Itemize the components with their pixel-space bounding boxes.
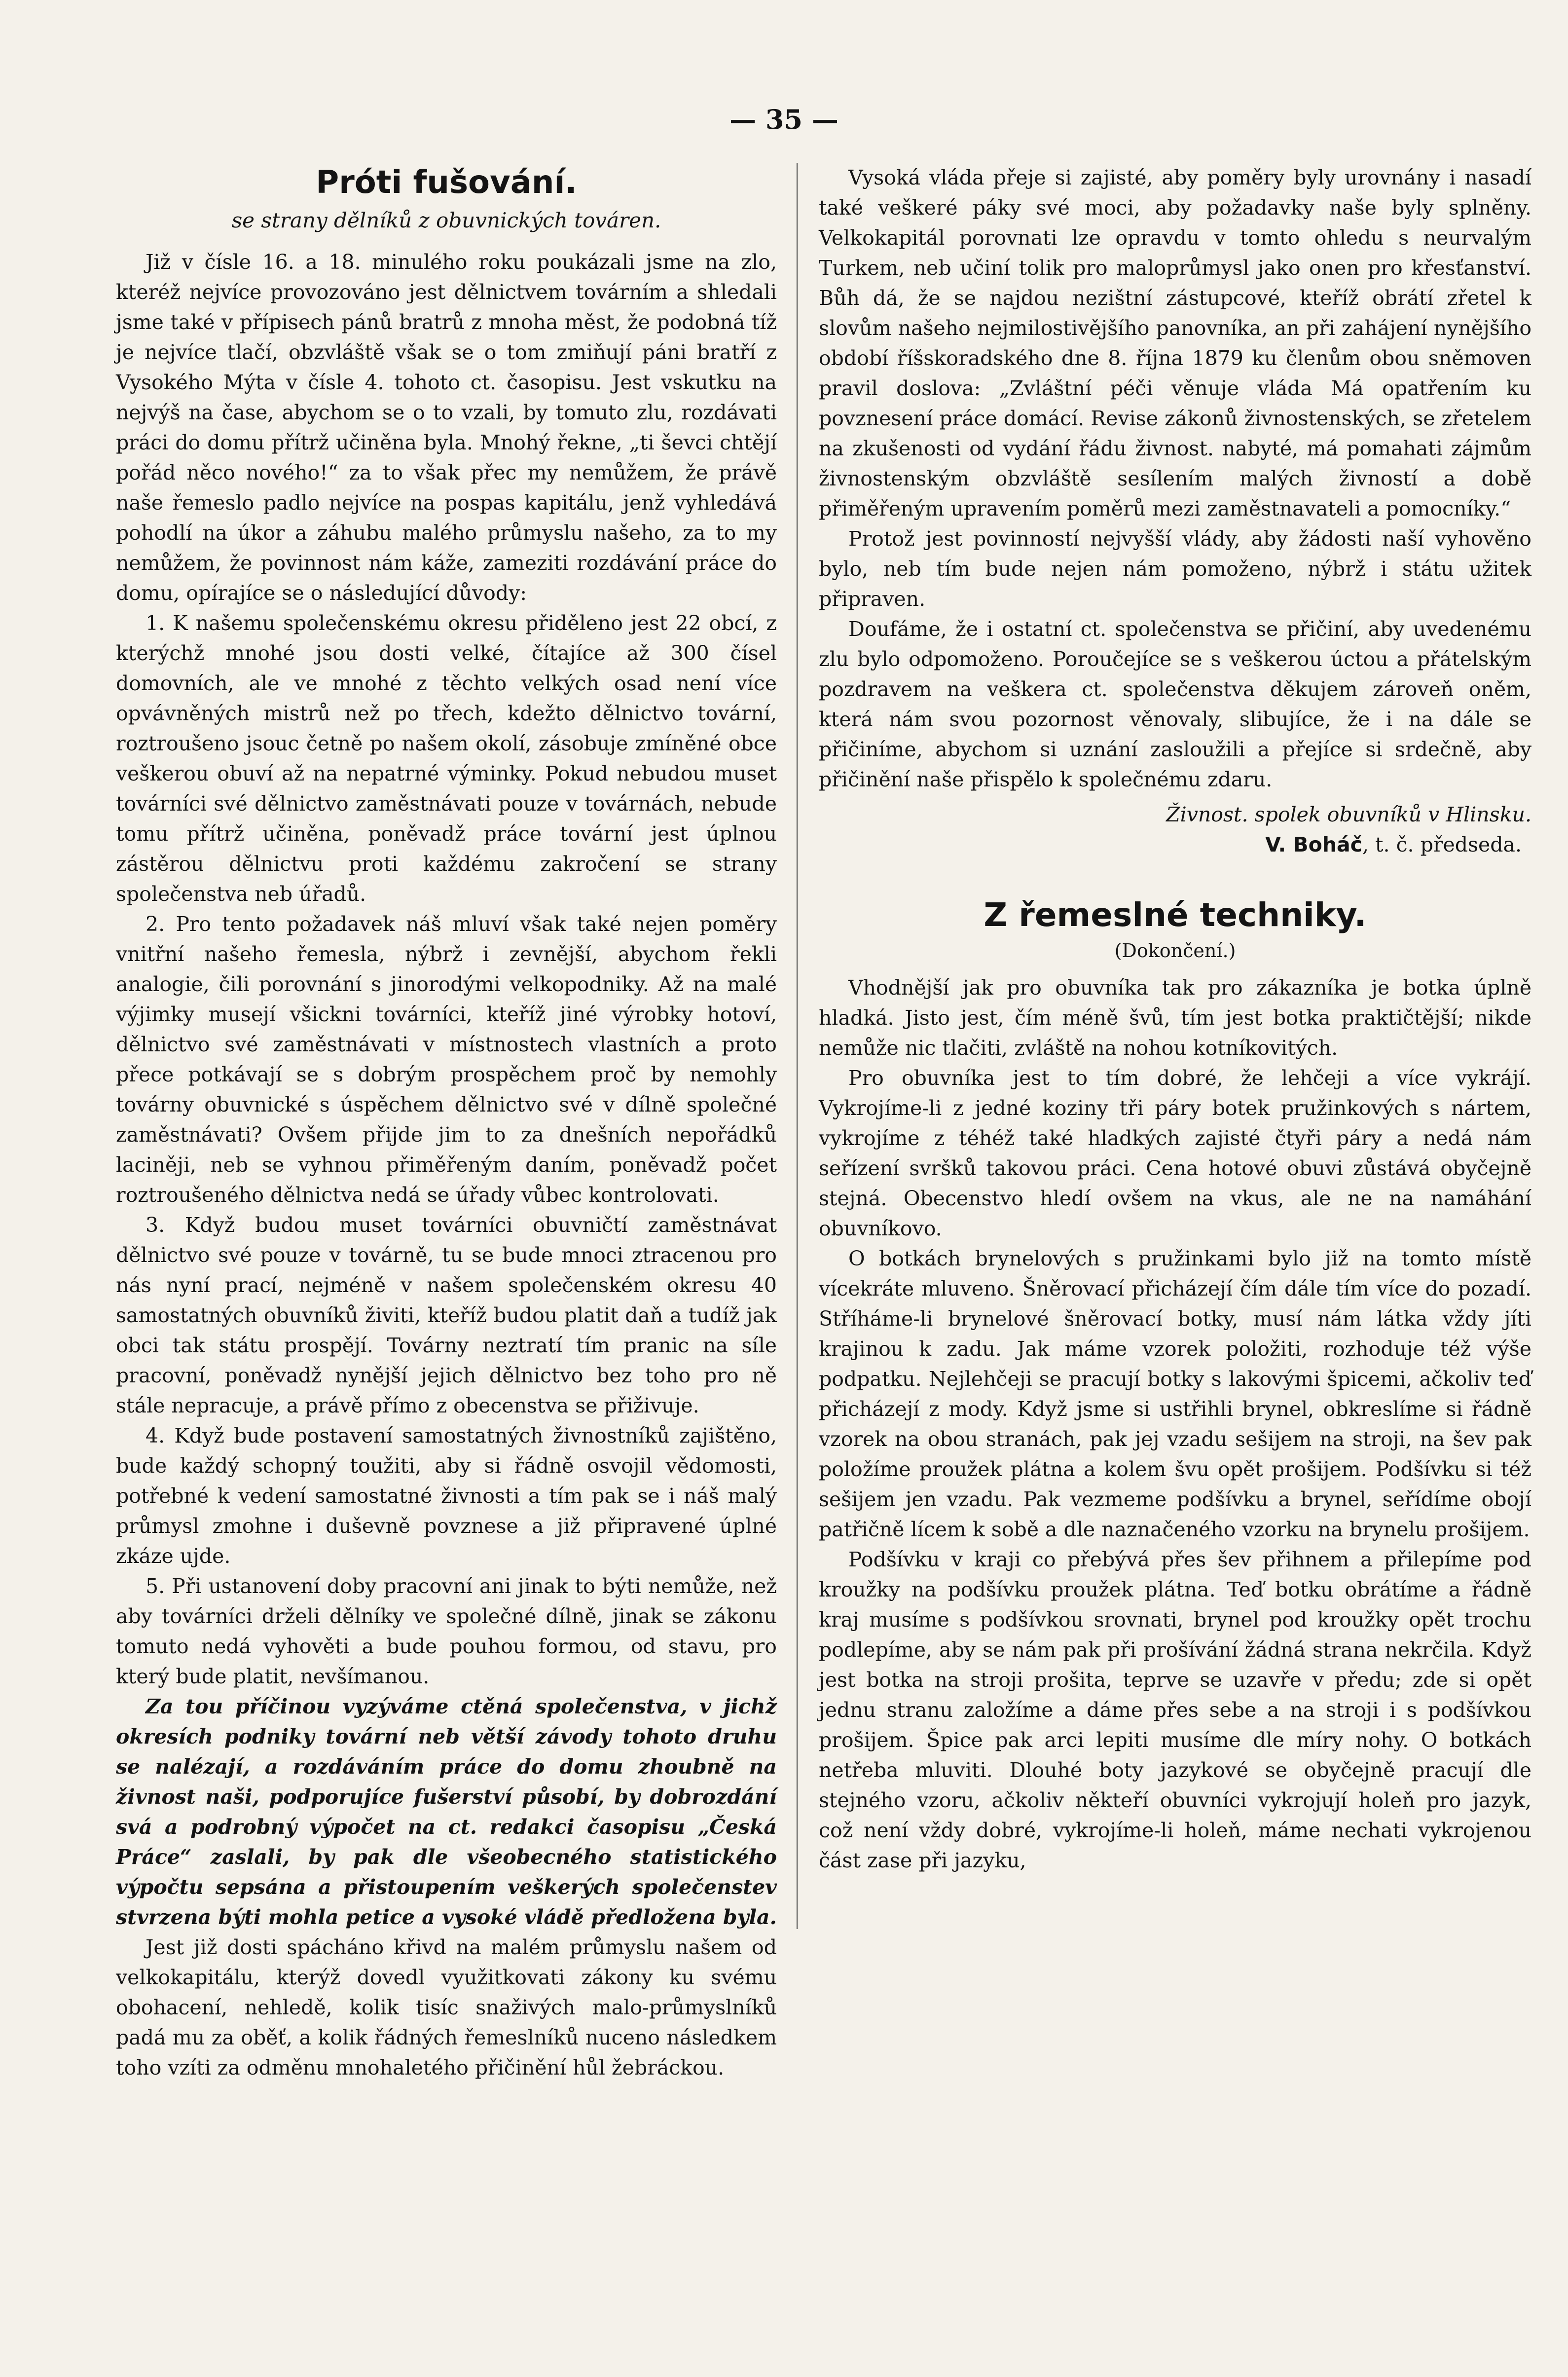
signature-organization: Živnost. spolek obuvníků v Hlinsku. [1166, 803, 1532, 826]
paragraph: Doufáme, že i ostatní ct. společenstva se přičiní, aby uvedenému zlu bylo odpomoženo. Poroučejíce se s veškerou úctou a přátelským pozdravem na veškera ct. společenstva děkujem zároveň oněm, která nám svou pozornost věnovaly, slibujíce, že i na dále se přičiníme, abychom si uznání zasloužili a přejíce si srdečně, aby přičinění naše přispělo k společnému zdaru. [819, 617, 1532, 791]
article-subtitle: se strany dělníků z obuvnických továren. [231, 208, 661, 232]
paragraph: Již v čísle 16. a 18. minulého roku poukázali jsme na zlo, kteréž nejvíce provozováno jest dělnictvem továrním a shledali jsme také v přípisech pánů bratrů z mnoha měst, že podobná tíž je nejvíce tlačí, obzvláště však se o tom zmiňují páni bratří z Vysokého Mýta v čísle 4. tohoto ct. časopisu. Jest vskutku na nejvýš na čase, abychom se o to vzali, by tomuto zlu, rozdávati práci do domu přítrž učiněna byla. Mnohý řekne, „ti ševci chtějí pořád něco nového!“ za to však přec my nemůžem, že právě naše řemeslo padlo nejvíce na pospas kapitálu, jenž vyhledává pohodlí na úkor a záhubu malého průmyslu našeho, za to my nemůžem, že povinnost nám káže, zameziti rozdávání práce do domu, opírajíce se o následující důvody: [116, 250, 777, 605]
paragraph: Vysoká vláda přeje si zajisté, aby poměry byly urovnány i nasadí také veškeré páky své moci, aby požadavky naše byly splněny. Velkokapitál porovnati lze opravdu v tomto ohledu s neurvalým Turkem, neb učiní tolik pro maloprůmysl jako onen pro křesťanství. Bůh dá, že se najdou nezištní zástupcové, kteříž obrátí zřetel k slovům našeho nejmilostivějšího panovníka, an při zahájení nynějšího období říšskoradského dne 8. října 1879 ku členům obou sněmoven pravil doslova: „Zvláštní péči věnuje vláda Má opatřením ku povznesení práce domácí. Revise zákonů živnostenských, se zřetelem na zkušenosti od vydání řádu živnost. nabyté, má pomahati zájmům živnostenským obzvláště sesílením malých živností a době přiměřeným upravením poměrů mezi zaměstnavateli a pomocníky.“ [819, 166, 1532, 520]
paragraph: 4. Když bude postavení samostatných živnostníků zajištěno, bude každý schopný toužiti, aby si řádně osvojil vědomosti, potřebné k vedení samostatné živnosti a tím pak se i náš malý průmysl zmohne i duševně povznese a již připravené úplné zkáze ujde. [116, 1424, 777, 1568]
paragraph: 1. K našemu společenskému okresu přiděleno jest 22 obcí, z kterýchž mnohé jsou dosti velké, čítajíce až 300 čísel domovních, ale ve mnohé z těchto velkých osad není více opvávněných mistrů než po třech, kdežto dělnictvo tovární, roztroušeno jsouc četně po našem okolí, zásobuje zmíněné obce veškerou obuví až na nepatrné výminky. Pokud nebudou muset továrníci své dělnictvo zaměstnávati pouze v továrnách, nebude tomu přítrž učiněna, poněvadž práce tovární jest úplnou zástěrou dělnictvu proti každému zakročení se strany společenstva neb úřadů. [116, 611, 777, 906]
page-number: — 35 — [729, 104, 839, 135]
article-title-technika: Z řemeslné techniky. [984, 896, 1367, 934]
paragraph: Protož jest povinností nejvyšší vlády, aby žádosti naší vyhověno bylo, neb tím bude nejen nám pomoženo, nýbrž i státu užitek připraven. [819, 527, 1532, 611]
paragraph: Podšívku v kraji co přebývá přes šev přihnem a přilepíme pod kroužky na podšívku proužek plátna. Teď botku obrátíme a řádně kraj musíme s podšívkou srovnati, brynel pod kroužky opět trochu podlepíme, aby se nám pak při prošívání žádná strana nekrčila. Když jest botka na stroji prošita, teprve se uzavře v předu; zde si opět jednu stranu založíme a dáme přes sebe a na stroji i s podšívkou prošijem. Špice pak arci lepiti musíme dle míry nohy. O botkách netřeba mluviti. Dlouhé boty jazykové se obyčejně pracují dle stejného vzoru, ačkoliv někteří obuvníci vykrojují holeň pro jazyk, což není vždy dobré, vykrojíme-li holeň, máme nechati vykrojenou část zase při jazyku, [819, 1548, 1532, 1872]
continued-note: (Dokončení.) [1114, 940, 1236, 962]
signature-role: , t. č. předseda. [1362, 833, 1522, 856]
paragraph: O botkách brynelových s pružinkami bylo již na tomto místě vícekráte mluveno. Šněrovací přicházejí čím dále tím více do pozadí. Stříháme-li brynelové šněrovací botky, musí nám látka vždy jíti krajinou k zadu. Jak máme vzorek položiti, rozhoduje též výše podpatku. Nejlehčeji se pracují botky s lakovými špicemi, ačkoliv teď přicházejí z mody. Když jsme si ustřihli brynel, obkreslíme si řádně vzorek na obou stranách, pak jej vzadu sešijem na stroji, na šev pak položíme proužek plátna a kolem švu opět prošijem. Podšívku si též sešijem jen vzadu. Pak vezmeme podšívku a brynel, seřídíme obojí patřičně lícem k sobě a dle naznačeného vzorku na brynelu prošijem. [819, 1247, 1532, 1541]
right-column [819, 163, 1532, 1876]
column-divider [797, 163, 798, 1929]
appeal-paragraph: Za tou příčinou vyzýváme ctěná společenstva, v jichž okresích podniky tovární neb větší závody tohoto druhu se nalézají, a rozdáváním práce do domu zhoubně na živnost naši, podporujíce fušerství působí, by dobrozdání svá a podrobný výpočet na ct. redakci časopisu „Česká Práce“ zaslali, by pak dle všeobecného statistického výpočtu sepsána a přistoupením veškerých společenstev stvrzena býti mohla petice a vysoké vládě předložena byla. [116, 1695, 777, 1929]
closing-paragraph: Jest již dosti spácháno křivd na malém průmyslu našem od velkokapitálu, kterýž dovedl využitkovati zákony ku svému obohacení, nehledě, kolik tisíc snaživých malo-průmyslníků padá mu za oběť, a kolik řádných řemeslníků nuceno následkem toho vzíti za odměnu mnohaletého přičinění hůl žebráckou. [116, 1935, 777, 2080]
signature [819, 830, 1532, 860]
paragraph: Pro obuvníka jest to tím dobré, že lehčeji a více vykrájí. Vykrojíme-li z jedné koziny tři páry botek pružinkových s nártem, vykrojíme z téhéž také hladkých zajisté čtyři páry a nedá nám seřízení svršků takovou práci. Cena hotové obuvi zůstává obyčejně stejná. Obecenstvo hledí ovšem na vkus, ale ne na namáhání obuvníkovo. [819, 1066, 1532, 1240]
paragraph: 2. Pro tento požadavek náš mluví však také nejen poměry vnitřní našeho řemesla, nýbrž i zevnější, abychom řekli analogie, čili porovnání s jinorodými velkopodniky. Až na malé výjimky musejí všickni továrníci, kteříž jiné výrobky hotoví, dělnictvo své zaměstnávati v místnostech vlastních a proto přece potkávají se s dobrým prospěchem proč by nemohly továrny obuvnické s úspěchem dělnictvo své v dílně společné zaměstnávati? Ovšem přijde jim to za dnešních nepořádků laciněji, neb se vyhnou přiměřeným daním, poněvadž počet roztroušeného dělnictva nedá se úřady vůbec kontrolovati. [116, 912, 777, 1207]
paragraph: 3. Když budou muset továrníci obuvničtí zaměstnávat dělnictvo své pouze v továrně, tu se bude mnoci ztracenou pro nás nyní prací, nejméně v našem společenském okresu 40 samostatných obuvníků živiti, kteříž budou platit daň a tudíž jak obci tak státu prospějí. Továrny neztratí tím pranic na síle pracovní, poněvadž nynější jejich dělnictvo bez toho pro ně stále nepracuje, a právě přímo z obecenstva se přiživuje. [116, 1213, 777, 1417]
paragraph: 5. Při ustanovení doby pracovní ani jinak to býti nemůže, než aby továrníci drželi dělníky ve společné dílně, jinak se zákonu tomuto nedá vyhověti a bude pouhou formou, od stavu, pro který bude platit, nevšímanou. [116, 1574, 777, 1688]
left-column [116, 163, 777, 2083]
paragraph: Vhodnější jak pro obuvníka tak pro zákazníka je botka úplně hladká. Jisto jest, čím méně švů, tím jest botka praktičtější; nikde nemůže nic tlačiti, zvláště na nohou kotníkovitých. [819, 976, 1532, 1060]
signature-name: V. Boháč [1265, 833, 1362, 856]
article-title-fusovani: Próti fušování. [316, 164, 577, 201]
